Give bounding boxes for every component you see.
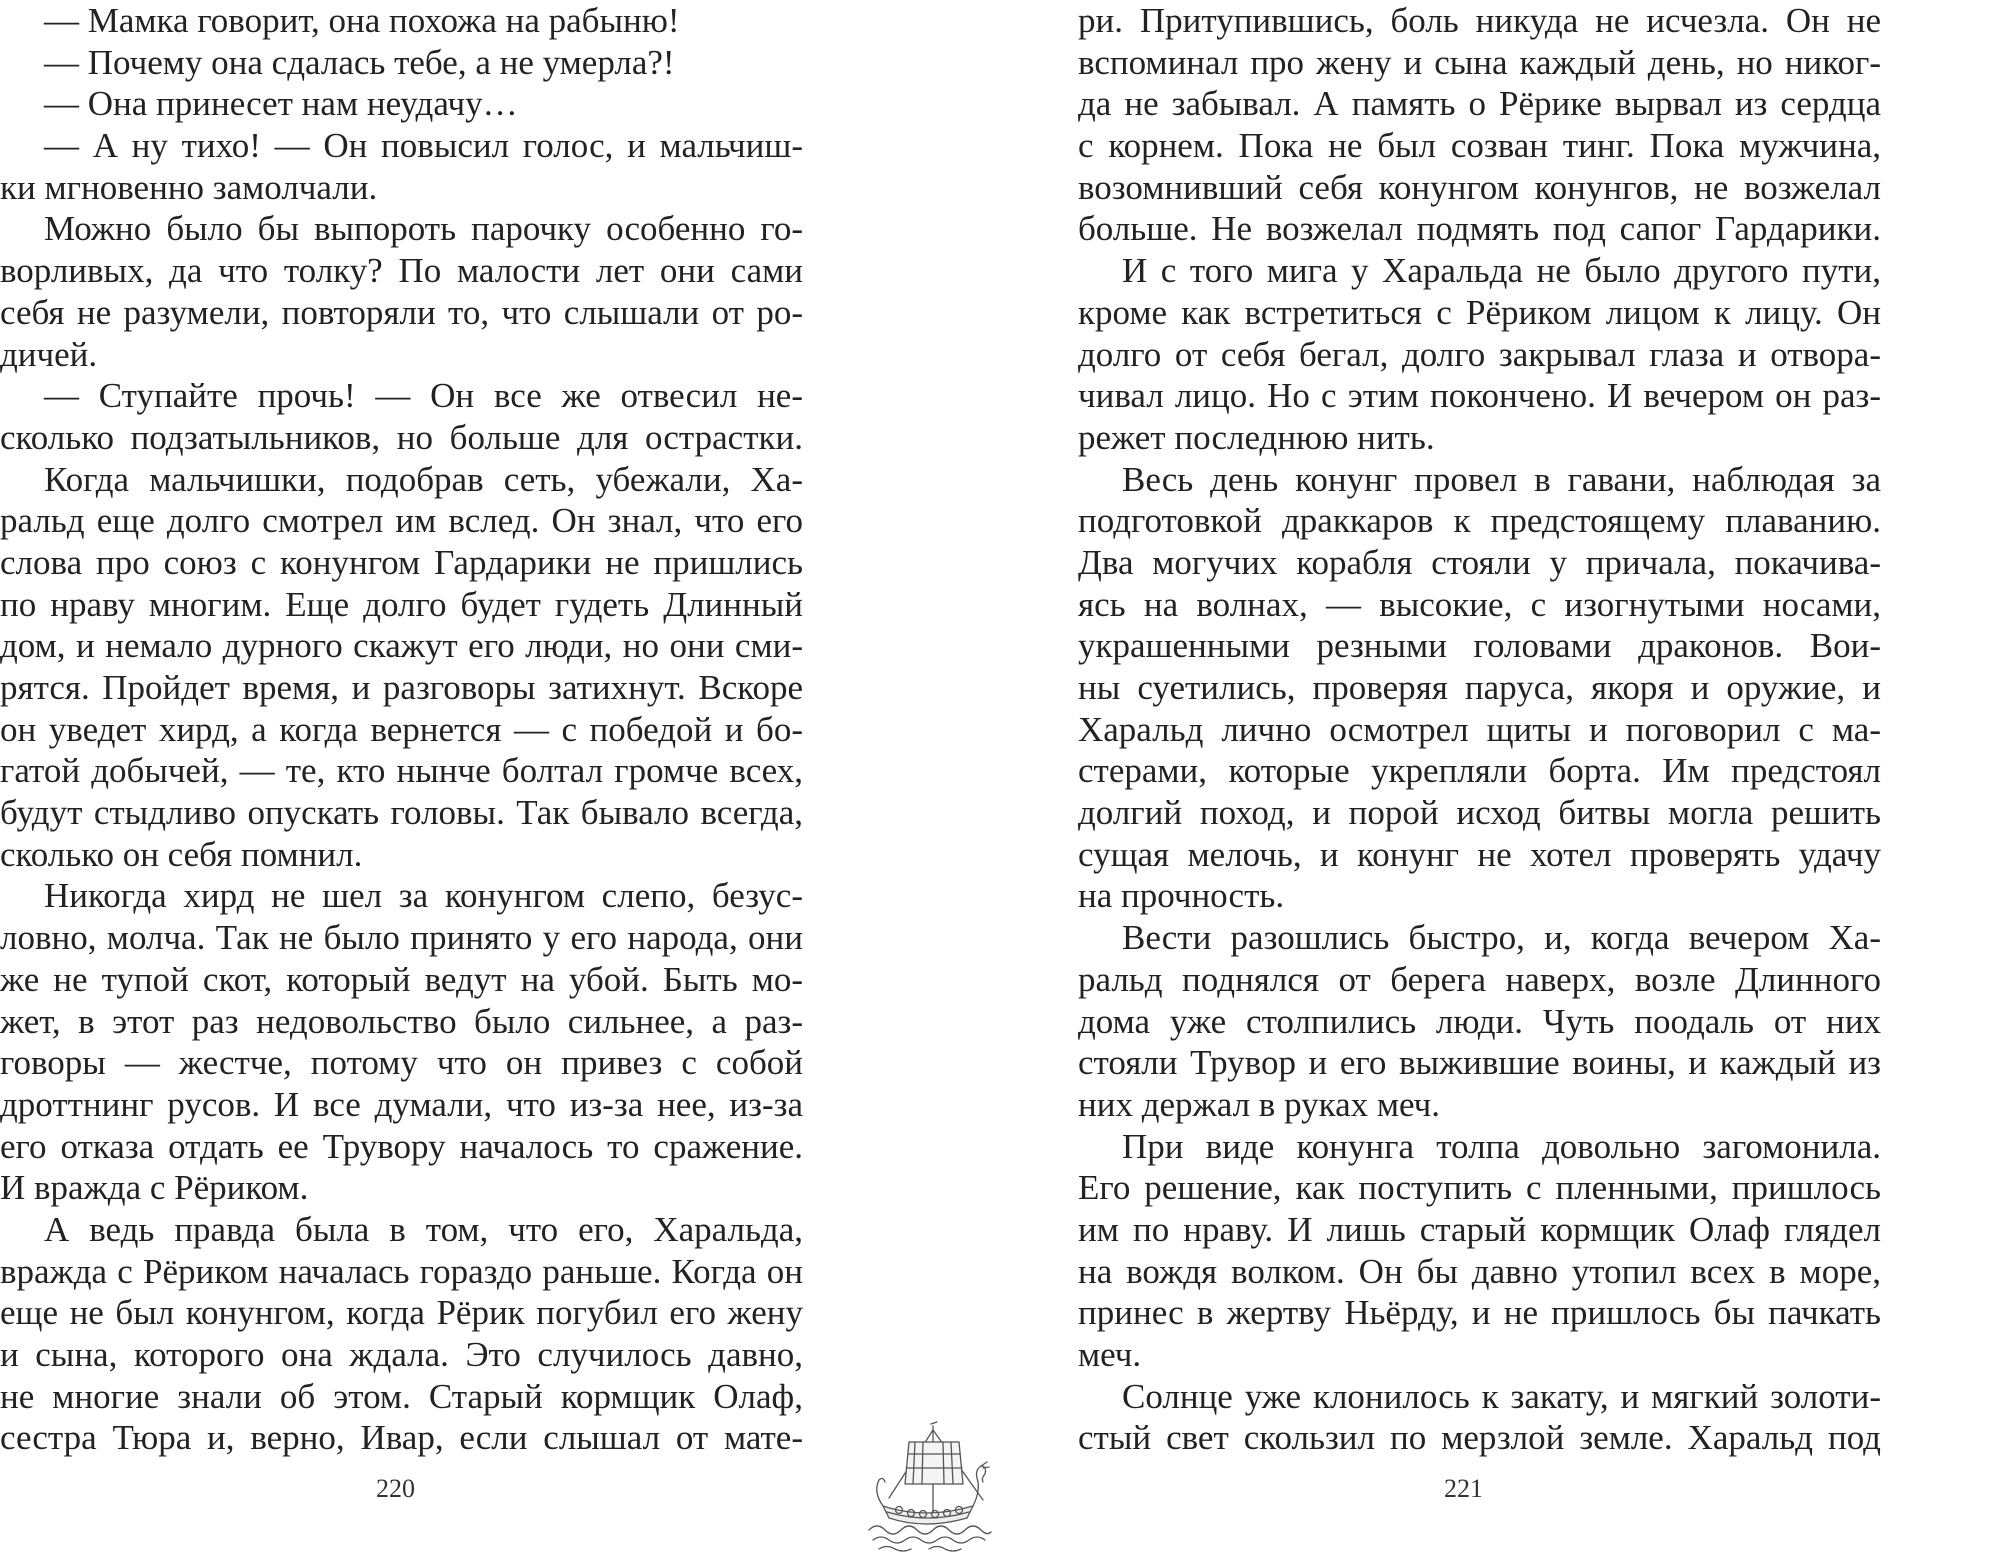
text-line: себя не разумели, повторяли то, что слышали от ро- [0,292,803,332]
text-line: дом, и немало дурного скажут его люди, но они сми- [0,626,803,666]
text-line: Харальд лично осмотрел щиты и поговорил с ма- [1078,709,1881,749]
text-line: А ведь правда была в том, что его, Харальда, [44,1209,803,1249]
text-line: меч. [1078,1335,1142,1374]
text-line: ральд еще долго смотрел им вслед. Он знал, что его [0,501,803,541]
text-line: же не тупой скот, который ведут на убой. Быть мо- [0,959,803,999]
viking-longship-icon [865,1420,995,1554]
text-line: дичей. [0,334,98,374]
text-line: Солнце уже клонилось к закату, и мягкий золоти- [1122,1376,1881,1416]
text-line: украшенными резными головами драконов. Вои- [1078,626,1881,666]
text-line: Его решение, как поступить с пленными, пришлось [1078,1168,1881,1208]
right-page-text [1078,0,1881,1459]
text-line: принес в жертву Ньёрду, и не пришлось бы пачкать [1078,1293,1881,1333]
text-line: рятся. Пройдет время, и разговоры затихнут. Вскоре [0,668,803,707]
text-line: на вождя волком. Он бы давно утопил всех в море, [1078,1251,1881,1291]
text-line: ловно, молча. Так не было принято у его народа, они [0,918,803,958]
text-line: стояли Трувор и его выжившие воины, и каждый из [1078,1043,1881,1083]
left-page-text [0,0,803,1459]
text-line: говоры — жестче, потому что он привез с собой [0,1043,803,1083]
text-line: долгий поход, и порой исход битвы могла решить [1078,793,1881,833]
text-line: да не забывал. А память о Рёрике вырвал из сердца [1078,84,1881,124]
text-line: гатой добычей, — те, кто нынче болтал громче всех, [0,751,803,791]
right-page [1000,0,2000,1558]
text-line: вспоминал про жену и сына каждый день, но никог- [1078,42,1881,82]
text-line: Можно было бы выпороть парочку особенно го- [44,209,803,249]
text-line: еще не был конунгом, когда Рёрик погубил его жену [0,1293,803,1333]
text-line: с корнем. Пока не был созван тинг. Пока мужчина, [1078,126,1881,166]
text-line: он уведет хирд, а когда вернется — с победой и бо- [0,709,803,749]
text-line: чивал лицо. Но с этим покончено. И вечером он раз- [1078,376,1881,416]
text-line: по нраву многим. Еще долго будет гудеть Длинный [0,584,803,624]
left-page-number: 220 [376,1474,415,1503]
text-line: кроме как встретиться с Рёриком лицом к лицу. Он [1078,292,1881,332]
text-line: Вести разошлись быстро, и, когда вечером Ха- [1122,918,1881,958]
text-line: им по нраву. И лишь старый кормщик Олаф глядел [1078,1209,1881,1249]
text-line: сколько подзатыльников, но больше для острастки. [0,417,803,457]
text-line: Когда мальчишки, подобрав сеть, убежали, Ха- [44,459,803,499]
text-line: ны суетились, проверяя паруса, якоря и оружие, и [1078,668,1881,707]
text-line: — Ступайте прочь! — Он все же отвесил не- [44,376,803,416]
text-line: ральд поднялся от берега наверх, возле Длинного [1078,959,1881,999]
text-line: Никогда хирд не шел за конунгом слепо, безус- [44,876,803,916]
text-line: дроттнинг русов. И все думали, что из-за нее, из-за [0,1084,803,1124]
text-line: его отказа отдать ее Трувору началось то сражение. [0,1126,803,1166]
text-line: — Мамка говорит, она похожа на рабыню! [44,1,680,40]
text-line: и сына, которого она ждала. Это случилось давно, [0,1335,803,1374]
text-line: ворливых, да что толку? По малости лет они сами [0,251,803,291]
text-line: сколько он себя помнил. [0,834,363,874]
text-line: режет последнюю нить. [1078,417,1435,457]
text-line: стерами, которые укрепляли борта. Им предстоял [1078,751,1881,791]
text-line: И вражда с Рёриком. [0,1168,309,1208]
text-line: долго от себя бегал, долго закрывал глаза и отвора- [1078,334,1881,374]
text-line: ясь на волнах, — высокие, с изогнутыми носами, [1078,584,1881,624]
text-line: возомнивший себя конунгом конунгов, не возжелал [1078,167,1881,207]
text-line: на прочность. [1078,876,1285,916]
text-line: ки мгновенно замолчали. [0,167,378,207]
text-line: — А ну тихо! — Он повысил голос, и мальчиш- [44,126,803,166]
text-line: больше. Не возжелал подмять под сапог Гардарики. [1078,209,1881,249]
text-line: — Почему она сдалась тебе, а не умерла?! [44,42,675,82]
text-line: подготовкой драккаров к предстоящему плаванию. [1078,501,1881,541]
right-page-number: 221 [1444,1474,1483,1503]
text-line: будут стыдливо опускать головы. Так бывало всегда, [0,793,803,833]
text-line: — Она принесет нам неудачу… [44,84,518,124]
text-line: сущая мелочь, и конунг не хотел проверять удачу [1078,834,1881,874]
text-line: жет, в этот раз недовольство было сильнее, а раз- [0,1001,803,1041]
text-line: вражда с Рёриком началась гораздо раньше. Когда он [0,1251,803,1291]
text-line: сестра Тюра и, верно, Ивар, если слышал от мате- [0,1418,803,1458]
text-line: не многие знали об этом. Старый кормщик Олаф, [0,1376,803,1416]
text-line: ри. Притупившись, боль никуда не исчезла. Он не [1078,1,1881,40]
text-line: Два могучих корабля стояли у причала, покачива- [1078,542,1881,582]
text-line: И с того мига у Харальда не было другого пути, [1122,251,1881,291]
text-line: слова про союз с конунгом Гардарики не пришлись [0,542,803,582]
text-line: стый свет скользил по мерзлой земле. Харальд под [1078,1418,1881,1458]
text-line: Весь день конунг провел в гавани, наблюдая за [1122,459,1881,499]
text-line: дома уже столпились люди. Чуть поодаль от них [1078,1001,1881,1041]
text-line: них держал в руках меч. [1078,1084,1441,1124]
text-line: При виде конунга толпа довольно загомонила. [1122,1126,1881,1166]
